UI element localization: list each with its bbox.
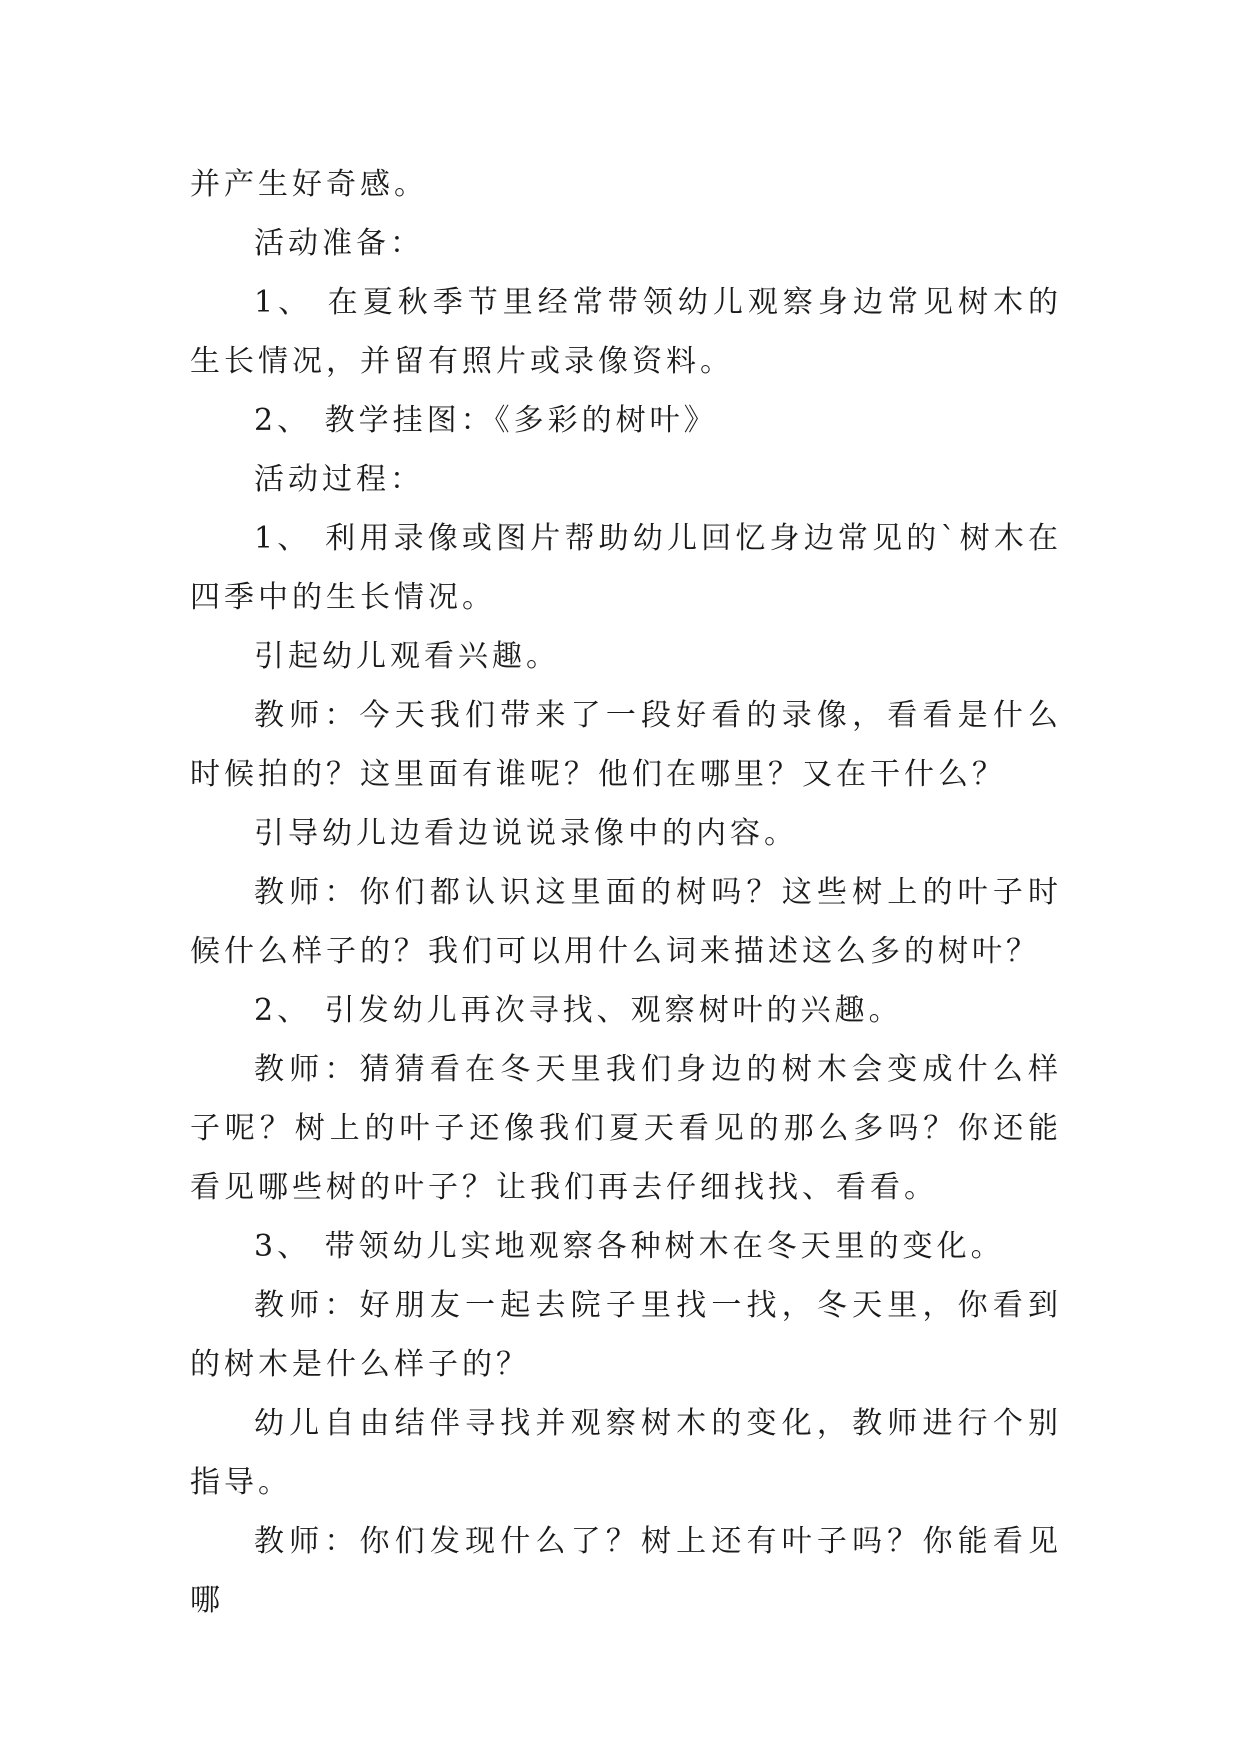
paragraph: 教师：你们发现什么了？树上还有叶子吗？你能看见哪 (190, 1524, 1062, 1618)
paragraph: 教师：好朋友一起去院子里找一找，冬天里，你看到的树木是什么样子的？ (190, 1288, 1062, 1382)
paragraph: 教师：你们都认识这里面的树吗？这些树上的叶子时候什么样子的？我们可以用什么词来描述这么多的树叶？ (190, 875, 1062, 969)
paragraph: 3、 带领幼儿实地观察各种树木在冬天里的变化。 (254, 1229, 1005, 1264)
paragraph: 1、 利用录像或图片帮助幼儿回忆身边常见的`树木在四季中的生长情况。 (190, 521, 1062, 615)
paragraph: 2、 引发幼儿再次寻找、观察树叶的兴趣。 (254, 993, 903, 1028)
paragraph: 活动准备： (254, 226, 424, 261)
paragraph: 1、 在夏秋季节里经常带领幼儿观察身边常见树木的生长情况，并留有照片或录像资料。 (190, 285, 1062, 379)
paragraph: 教师：今天我们带来了一段好看的录像，看看是什么时候拍的？这里面有谁呢？他们在哪里？又在干什么？ (190, 698, 1062, 792)
paragraph: 幼儿自由结伴寻找并观察树木的变化，教师进行个别指导。 (190, 1406, 1062, 1500)
paragraph: 活动过程： (254, 462, 424, 497)
paragraph: 教师：猜猜看在冬天里我们身边的树木会变成什么样子呢？树上的叶子还像我们夏天看见的那么多吗？你还能看见哪些树的叶子？让我们再去仔细找找、看看。 (190, 1052, 1062, 1205)
document-body (190, 155, 1062, 1630)
paragraph: 引起幼儿观看兴趣。 (254, 639, 560, 674)
paragraph: 引导幼儿边看边说说录像中的内容。 (254, 816, 798, 851)
paragraph: 2、 教学挂图：《多彩的树叶》 (254, 403, 718, 438)
paragraph: 并产生好奇感。 (190, 167, 428, 202)
